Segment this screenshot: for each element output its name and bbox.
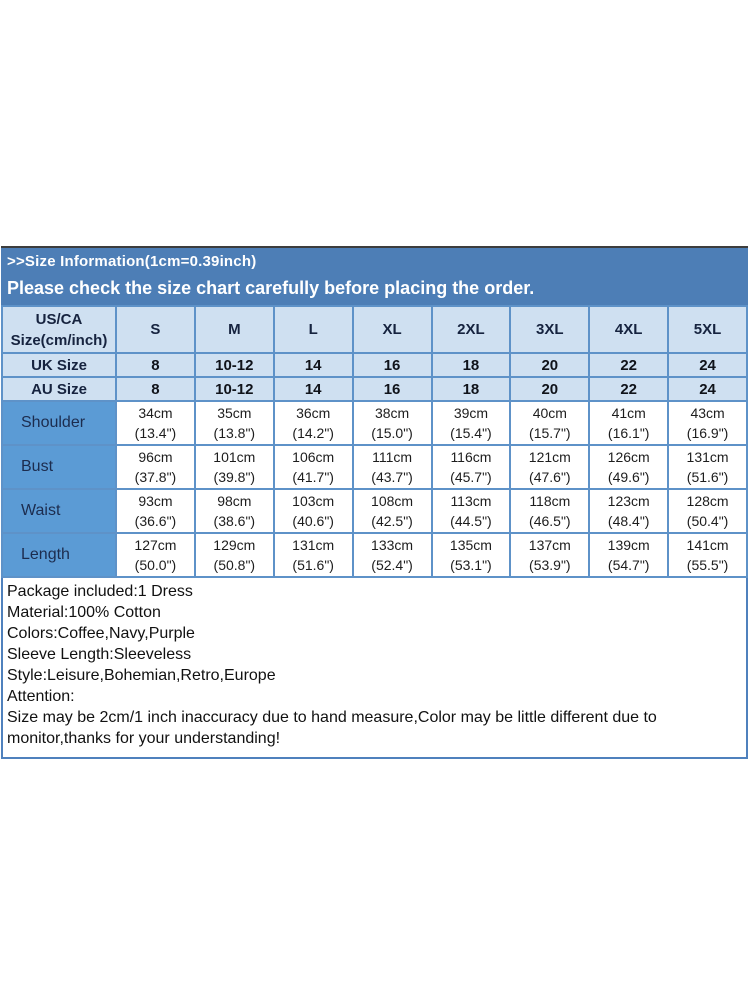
cm-value: 128cm <box>686 493 729 509</box>
inch-value: (14.2") <box>292 425 334 441</box>
cm-value: 126cm <box>607 449 650 465</box>
inch-value: (53.9") <box>529 557 571 573</box>
length-cell <box>432 533 511 577</box>
inch-value: (15.0") <box>371 425 413 441</box>
size-info-header <box>1 246 748 305</box>
uk-size-cell: 20 <box>510 353 589 377</box>
size-header-cell: L <box>274 306 353 353</box>
cm-value: 36cm <box>296 405 331 421</box>
au-size-label: AU Size <box>2 377 116 401</box>
au-size-cell: 18 <box>432 377 511 401</box>
shoulder-cell <box>668 401 747 445</box>
shoulder-cell <box>510 401 589 445</box>
cm-value: 39cm <box>453 405 489 421</box>
size-header-cell: M <box>195 306 274 353</box>
inch-value: (45.7") <box>450 469 492 485</box>
uk-size-label: UK Size <box>2 353 116 377</box>
cm-value: 98cm <box>217 493 252 509</box>
inch-value: (44.5") <box>450 513 492 529</box>
cm-value: 108cm <box>371 493 414 509</box>
corner-header-line2: Size(cm/inch) <box>10 331 108 349</box>
shoulder-cell <box>589 401 668 445</box>
size-header-cell: 2XL <box>432 306 511 353</box>
uk-size-cell: 14 <box>274 353 353 377</box>
uk-size-cell: 16 <box>353 353 432 377</box>
cm-value: 106cm <box>292 449 335 465</box>
cm-value: 38cm <box>374 405 410 421</box>
attention-line: Attention: <box>7 688 75 705</box>
inch-value: (49.6") <box>607 469 650 485</box>
inch-value: (53.1") <box>450 557 492 573</box>
inch-value: (36.6") <box>134 513 177 529</box>
length-cell <box>116 533 195 577</box>
cm-value: 41cm <box>611 405 646 421</box>
bust-cell <box>589 445 668 489</box>
inch-value: (41.7") <box>292 469 334 485</box>
size-chart-content <box>1 246 748 759</box>
cm-value: 103cm <box>292 493 335 509</box>
inch-value: (37.8") <box>134 469 177 485</box>
cm-value: 139cm <box>607 537 650 553</box>
cm-value: 135cm <box>449 537 492 553</box>
inch-value: (46.5") <box>529 513 571 529</box>
cm-value: 93cm <box>138 493 173 509</box>
cm-value: 40cm <box>532 405 567 421</box>
size-header-cell: 4XL <box>589 306 668 353</box>
size-header-cell: 5XL <box>668 306 747 353</box>
inch-value: (40.6") <box>292 513 334 529</box>
inch-value: (13.8") <box>213 425 256 441</box>
cm-value: 43cm <box>690 405 725 421</box>
cm-value: 141cm <box>686 537 729 553</box>
inch-value: (39.8") <box>213 469 256 485</box>
waist-cell <box>353 489 432 533</box>
waist-cell <box>589 489 668 533</box>
inch-value: (16.9") <box>686 425 729 441</box>
shoulder-cell <box>274 401 353 445</box>
size-table <box>1 305 748 578</box>
length-row <box>2 533 747 577</box>
cm-value: 131cm <box>292 537 335 553</box>
inch-value: (13.4") <box>134 425 177 441</box>
waist-cell <box>432 489 511 533</box>
shoulder-cell <box>116 401 195 445</box>
uk-size-cell: 8 <box>116 353 195 377</box>
inch-value: (50.4") <box>686 513 729 529</box>
length-cell <box>274 533 353 577</box>
au-size-cell: 16 <box>353 377 432 401</box>
shoulder-cell <box>353 401 432 445</box>
au-size-row <box>2 377 747 401</box>
inch-value: (15.7") <box>529 425 571 441</box>
cm-value: 96cm <box>138 449 173 465</box>
au-size-cell: 8 <box>116 377 195 401</box>
bust-cell <box>353 445 432 489</box>
waist-cell <box>510 489 589 533</box>
waist-label: Waist <box>2 489 116 533</box>
cm-value: 116cm <box>450 449 492 465</box>
inch-value: (38.6") <box>213 513 256 529</box>
corner-header-cell <box>2 306 116 353</box>
au-size-cell: 14 <box>274 377 353 401</box>
size-info-title: >>Size Information(1cm=0.39inch) <box>7 253 257 270</box>
cm-value: 133cm <box>371 537 414 553</box>
size-header-cell: 3XL <box>510 306 589 353</box>
length-label: Length <box>2 533 116 577</box>
inch-value: (16.1") <box>607 425 650 441</box>
size-header-cell: XL <box>353 306 432 353</box>
corner-header-line1: US/CA <box>35 310 83 328</box>
cm-value: 111cm <box>372 449 413 465</box>
cm-value: 34cm <box>138 405 173 421</box>
cm-value: 35cm <box>217 405 252 421</box>
inch-value: (52.4") <box>371 557 413 573</box>
product-details <box>1 578 748 759</box>
uk-size-cell: 24 <box>668 353 747 377</box>
length-cell <box>589 533 668 577</box>
uk-size-cell: 18 <box>432 353 511 377</box>
waist-row <box>2 489 747 533</box>
waist-cell <box>668 489 747 533</box>
bust-row <box>2 445 747 489</box>
disclaimer-line: Size may be 2cm/1 inch inaccuracy due to hand measure,Color may be little different due to monitor,thanks for your understanding! <box>7 709 657 747</box>
bust-cell <box>432 445 511 489</box>
cm-value: 101cm <box>213 449 256 465</box>
colors-line: Colors:Coffee,Navy,Purple <box>7 625 195 642</box>
uk-size-row <box>2 353 747 377</box>
inch-value: (51.6") <box>686 469 729 485</box>
uk-size-cell: 10-12 <box>195 353 274 377</box>
bust-cell <box>195 445 274 489</box>
package-included-line: Package included:1 Dress <box>7 583 193 600</box>
shoulder-row <box>2 401 747 445</box>
cm-value: 123cm <box>607 493 650 509</box>
waist-cell <box>274 489 353 533</box>
au-size-cell: 22 <box>589 377 668 401</box>
inch-value: (15.4") <box>450 425 492 441</box>
shoulder-label: Shoulder <box>2 401 116 445</box>
size-header-row <box>2 306 747 353</box>
length-cell <box>195 533 274 577</box>
cm-value: 127cm <box>134 537 177 553</box>
inch-value: (51.6") <box>292 557 334 573</box>
cm-value: 131cm <box>686 449 729 465</box>
size-header-cell: S <box>116 306 195 353</box>
au-size-cell: 24 <box>668 377 747 401</box>
cm-value: 113cm <box>450 493 492 509</box>
inch-value: (42.5") <box>371 513 413 529</box>
inch-value: (54.7") <box>607 557 650 573</box>
au-size-cell: 20 <box>510 377 589 401</box>
waist-cell <box>116 489 195 533</box>
shoulder-cell <box>195 401 274 445</box>
size-chart-warning: Please check the size chart carefully before placing the order. <box>7 278 535 298</box>
inch-value: (55.5") <box>686 557 729 573</box>
length-cell <box>510 533 589 577</box>
waist-cell <box>195 489 274 533</box>
sleeve-length-line: Sleeve Length:Sleeveless <box>7 646 192 663</box>
cm-value: 129cm <box>213 537 256 553</box>
cm-value: 118cm <box>529 493 571 509</box>
au-size-cell: 10-12 <box>195 377 274 401</box>
material-line: Material:100% Cotton <box>7 604 161 621</box>
shoulder-cell <box>432 401 511 445</box>
bust-cell <box>116 445 195 489</box>
inch-value: (50.0") <box>134 557 177 573</box>
inch-value: (50.8") <box>213 557 256 573</box>
style-line: Style:Leisure,Bohemian,Retro,Europe <box>7 667 276 684</box>
inch-value: (48.4") <box>607 513 650 529</box>
uk-size-cell: 22 <box>589 353 668 377</box>
length-cell <box>353 533 432 577</box>
bust-cell <box>668 445 747 489</box>
bust-cell <box>510 445 589 489</box>
inch-value: (47.6") <box>529 469 571 485</box>
cm-value: 121cm <box>528 449 571 465</box>
length-cell <box>668 533 747 577</box>
bust-label: Bust <box>2 445 116 489</box>
bust-cell <box>274 445 353 489</box>
cm-value: 137cm <box>528 537 571 553</box>
inch-value: (43.7") <box>371 469 413 485</box>
